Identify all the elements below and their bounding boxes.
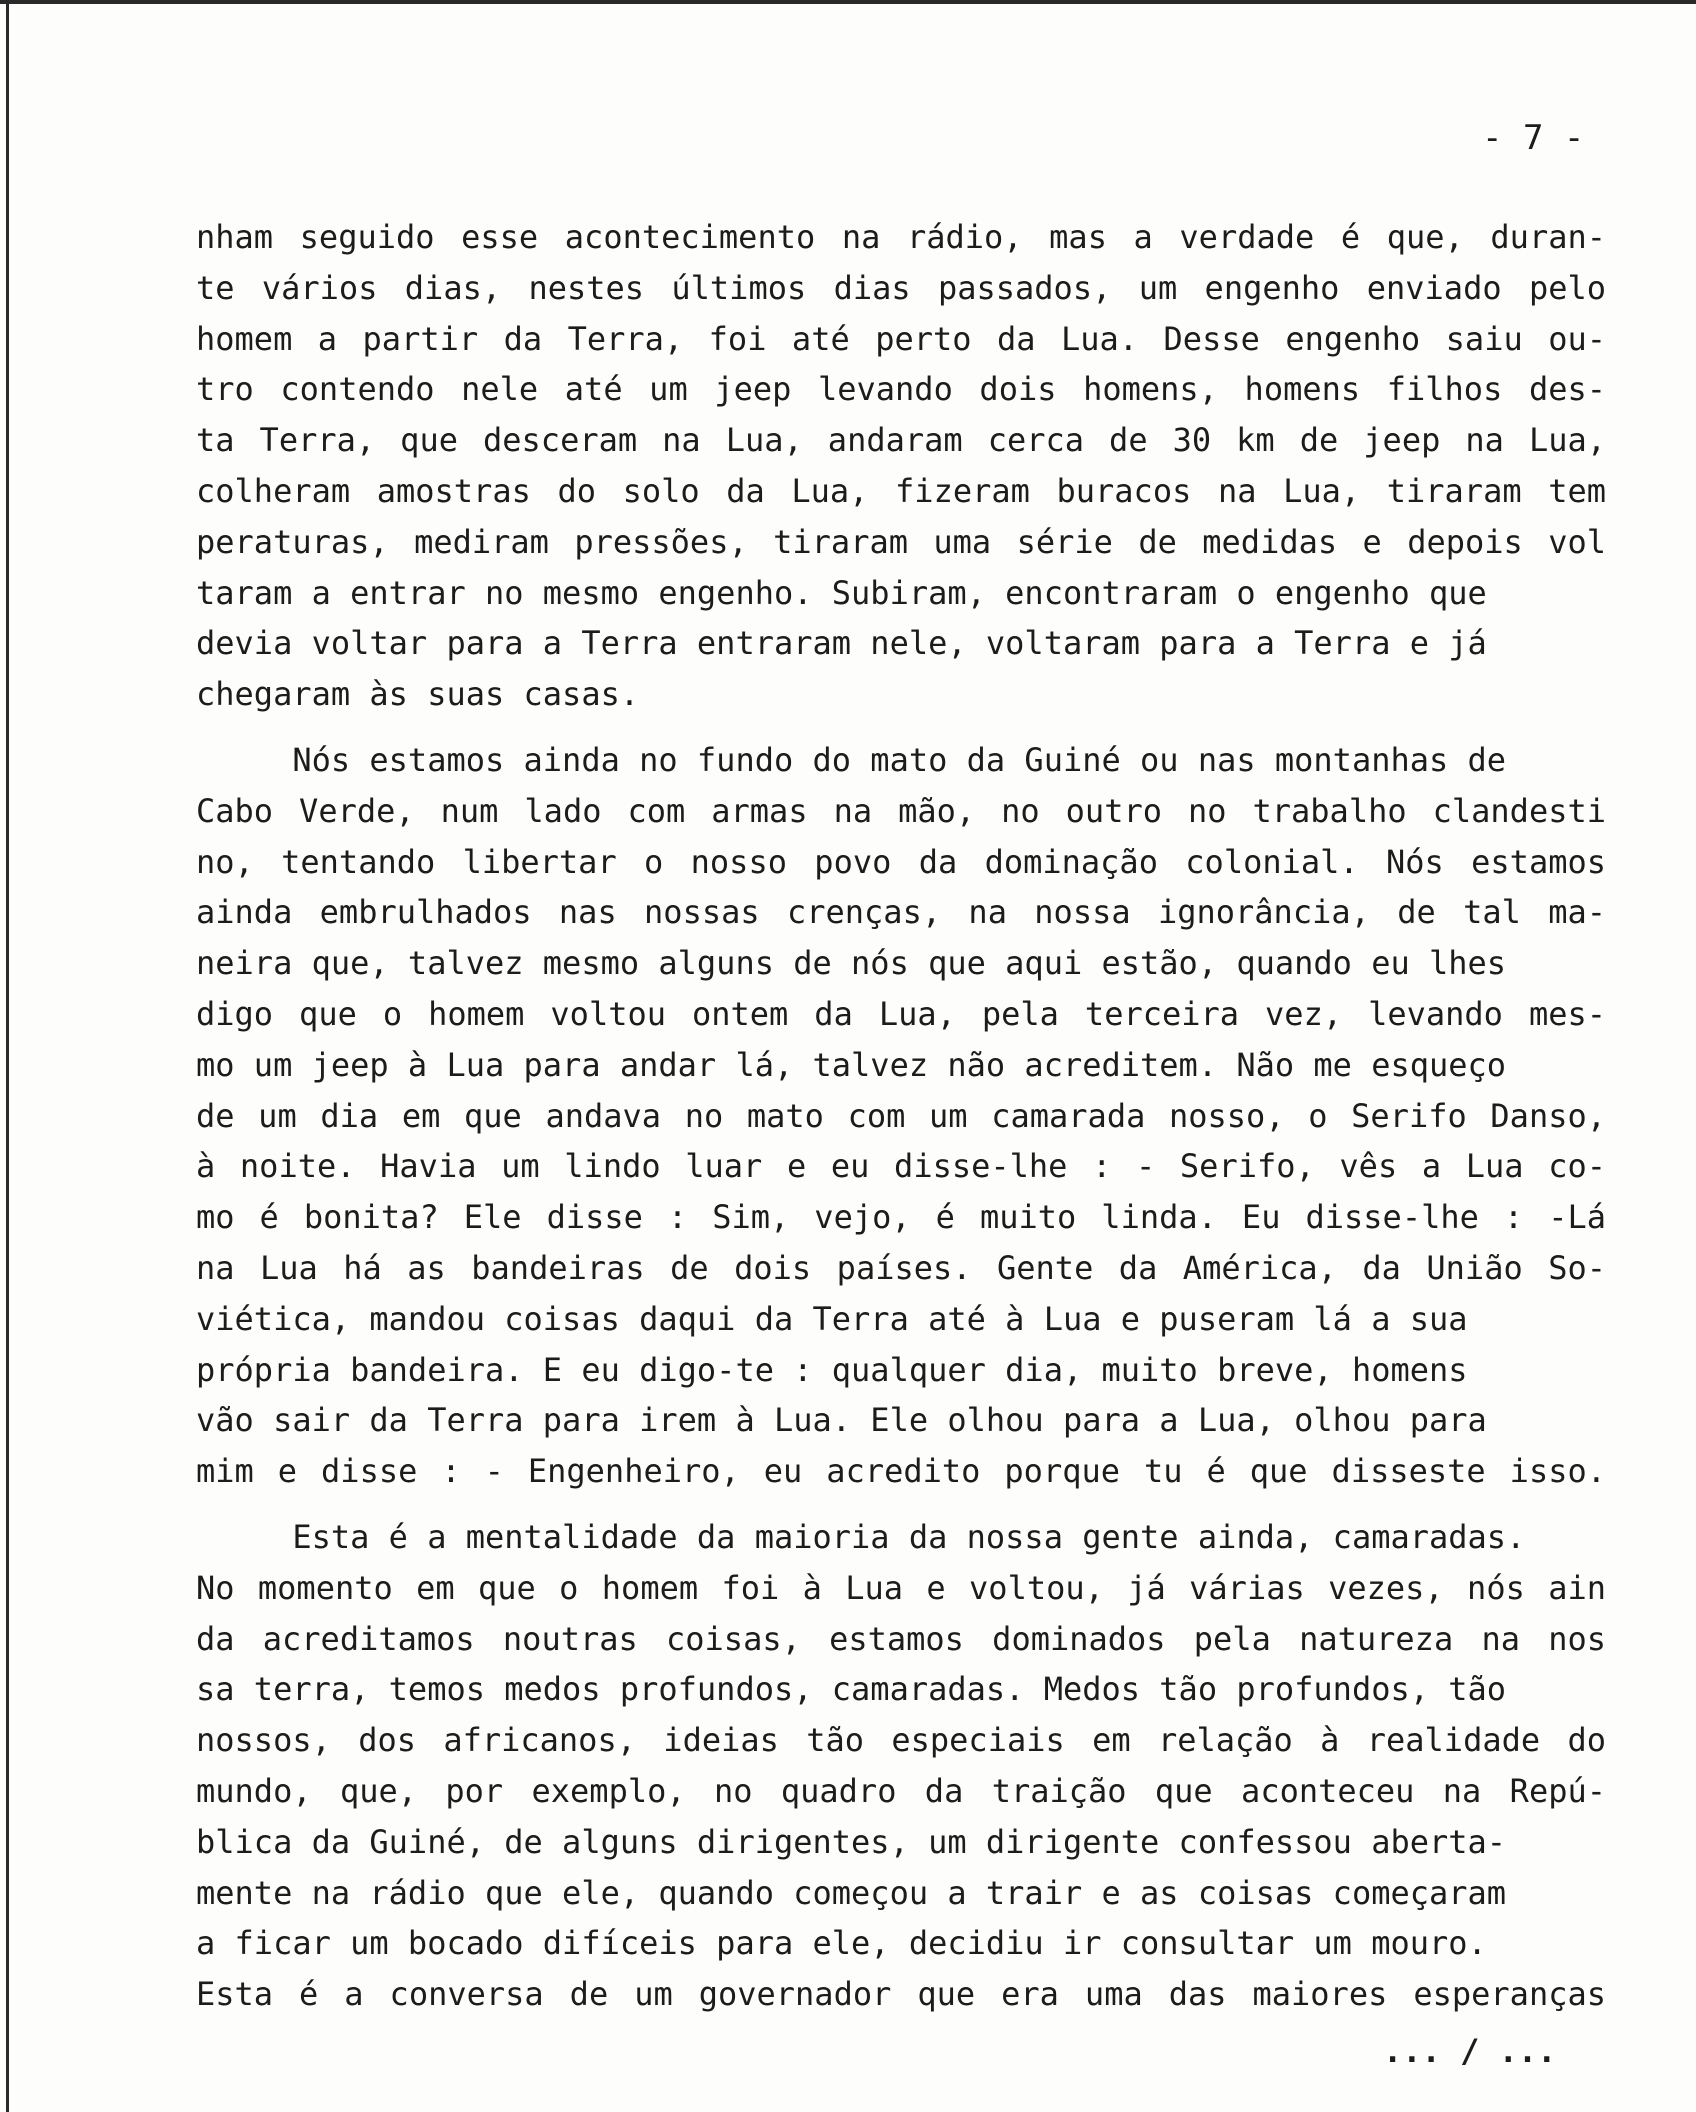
- text-line: Cabo Verde, num lado com armas na mão, no outro no trabalho clandesti: [196, 791, 1606, 830]
- text-line: No momento em que o homem foi à Lua e voltou, já várias vezes, nós ain: [196, 1568, 1606, 1607]
- text-line: te vários dias, nestes últimos dias passados, um engenho enviado pelo: [196, 268, 1606, 307]
- text-line: própria bandeira. E eu digo-te : qualquer dia, muito breve, homens: [196, 1350, 1468, 1389]
- text-line: Nós estamos ainda no fundo do mato da Guiné ou nas montanhas de: [196, 740, 1507, 779]
- scan-top-edge: [0, 0, 1696, 4]
- text-line: sa terra, temos medos profundos, camaradas. Medos tão profundos, tão: [196, 1670, 1507, 1709]
- text-line: nham seguido esse acontecimento na rádio, mas a verdade é que, duran-: [196, 218, 1606, 256]
- text-line: mim e disse : - Engenheiro, eu acredito porque tu é que disseste isso.: [196, 1452, 1606, 1491]
- text-line: tro contendo nele até um jeep levando dois homens, homens filhos des-: [196, 370, 1606, 409]
- text-line: taram a entrar no mesmo engenho. Subiram, encontraram o engenho que: [196, 573, 1487, 612]
- text-line: nossos, dos africanos, ideias tão especiais em relação à realidade do: [196, 1721, 1606, 1760]
- scan-left-edge: [6, 0, 9, 2112]
- text-line: da acreditamos noutras coisas, estamos dominados pela natureza na nos: [196, 1619, 1606, 1658]
- text-line: blica da Guiné, de alguns dirigentes, um dirigente confessou aberta-: [196, 1822, 1507, 1861]
- text-line: a ficar um bocado difíceis para ele, decidiu ir consultar um mouro.: [196, 1924, 1487, 1963]
- text-line: na Lua há as bandeiras de dois países. Gente da América, da União So-: [196, 1248, 1606, 1287]
- text-line: ainda embrulhados nas nossas crenças, na nossa ignorância, de tal ma-: [196, 893, 1606, 932]
- text-line: no, tentando libertar o nosso povo da dominação colonial. Nós estamos: [196, 842, 1606, 881]
- text-line: chegaram às suas casas.: [196, 675, 640, 714]
- text-line: vão sair da Terra para irem à Lua. Ele olhou para a Lua, olhou para: [196, 1401, 1487, 1440]
- text-line: mente na rádio que ele, quando começou a trair e as coisas começaram: [196, 1873, 1507, 1912]
- text-line: de um dia em que andava no mato com um camarada nosso, o Serifo Danso,: [196, 1096, 1606, 1135]
- text-line: mundo, que, por exemplo, no quadro da traição que aconteceu na Repú-: [196, 1771, 1606, 1810]
- paragraph-2: [196, 735, 1606, 1497]
- text-line: mo é bonita? Ele disse : Sim, vejo, é muito linda. Eu disse-lhe : -Lá: [196, 1198, 1606, 1237]
- text-line: peraturas, mediram pressões, tiraram uma série de medidas e depois vol: [196, 522, 1606, 561]
- text-line: mo um jeep à Lua para andar lá, talvez não acreditem. Não me esqueço: [196, 1045, 1507, 1084]
- text-line: Esta é a mentalidade da maioria da nossa gente ainda, camaradas.: [196, 1517, 1526, 1556]
- text-line: digo que o homem voltou ontem da Lua, pela terceira vez, levando mes-: [196, 994, 1606, 1033]
- page-number: - 7 -: [1482, 118, 1585, 158]
- text-line: ta Terra, que desceram na Lua, andaram cerca de 30 km de jeep na Lua,: [196, 421, 1606, 460]
- text-line: homem a partir da Terra, foi até perto da Lua. Desse engenho saiu ou-: [196, 319, 1606, 358]
- continuation-marker: ... / ...: [1383, 2032, 1557, 2070]
- text-line: neira que, talvez mesmo alguns de nós que aqui estão, quando eu lhes: [196, 944, 1507, 983]
- text-line: devia voltar para a Terra entraram nele, voltaram para a Terra e já: [196, 624, 1487, 663]
- text-line: Esta é a conversa de um governador que era uma das maiores esperanças: [196, 1975, 1606, 2014]
- text-line: à noite. Havia um lindo luar e eu disse-lhe : - Serifo, vês a Lua co-: [196, 1147, 1606, 1186]
- body-text: [196, 212, 1606, 2020]
- paragraph-1: [196, 212, 1606, 720]
- text-line: colheram amostras do solo da Lua, fizeram buracos na Lua, tiraram tem: [196, 471, 1606, 510]
- text-line: viética, mandou coisas daqui da Terra até à Lua e puseram lá a sua: [196, 1299, 1468, 1338]
- paragraph-3: [196, 1512, 1606, 2020]
